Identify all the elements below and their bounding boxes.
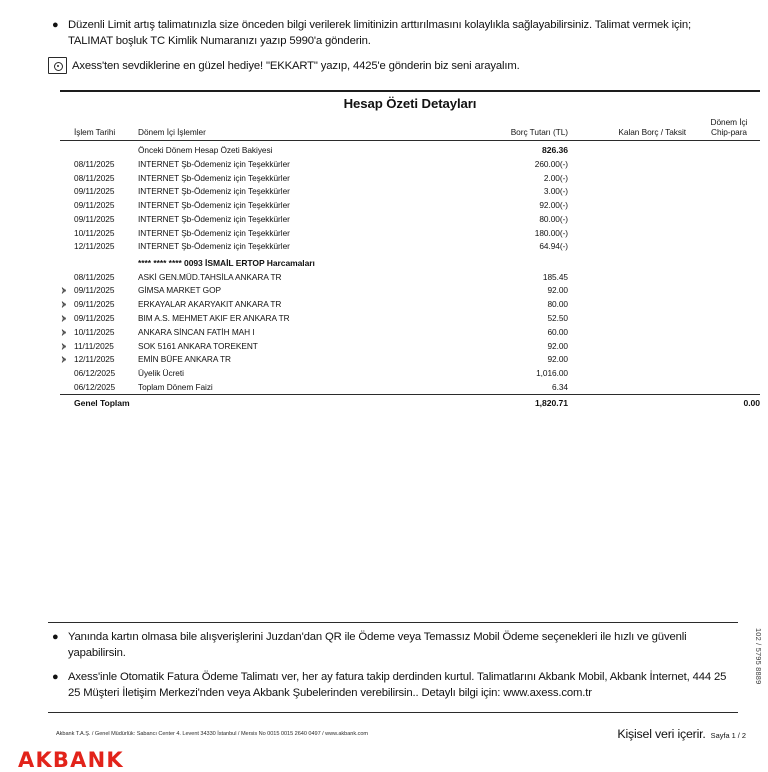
row-kalan (590, 157, 698, 171)
row-kalan (590, 367, 698, 381)
contactless-icon (60, 298, 72, 312)
row-kalan (590, 298, 698, 312)
table-row (60, 284, 760, 298)
bottom-promo-block (48, 630, 738, 710)
total-spacer (138, 395, 472, 411)
row-description: Üyelik Ücreti (138, 368, 184, 379)
total-chip: 0.00 (698, 395, 760, 411)
row-chip (698, 141, 760, 158)
header-icon-col (60, 118, 72, 141)
total-icon-cell (60, 395, 72, 411)
row-chip (698, 353, 760, 367)
row-amount: 52.50 (547, 312, 568, 323)
row-chip (698, 254, 760, 270)
table-body (60, 141, 760, 395)
row-kalan (590, 185, 698, 199)
table-row (60, 171, 760, 185)
row-chip (698, 157, 760, 171)
contactless-icon (60, 284, 72, 298)
row-amount: 92.00(-) (539, 200, 568, 211)
row-amount: 2.00(-) (543, 172, 568, 183)
row-chip (698, 270, 760, 284)
row-amount: 6.34 (552, 381, 568, 392)
top-promo-block (48, 18, 738, 74)
row-date: 08/11/2025 (74, 158, 115, 169)
row-amount: 92.00 (547, 354, 568, 365)
row-description: INTERNET Şb-Ödemeniz için Teşekkürler (138, 186, 290, 197)
row-amount: 92.00 (547, 285, 568, 296)
ekkart-promo-text: Axess'ten sevdiklerine en güzel hediye! "EKKART" yazıp, 4425'e gönderin biz seni arayalım. (72, 59, 520, 72)
row-date: 09/11/2025 (74, 186, 115, 197)
row-chip (698, 226, 760, 240)
row-chip (698, 284, 760, 298)
row-description: GİMSA MARKET GOP (138, 285, 221, 296)
row-description: INTERNET Şb-Ödemeniz için Teşekkürler (138, 213, 290, 224)
row-date (72, 141, 138, 158)
row-amount: 180.00(-) (534, 227, 568, 238)
row-chip (698, 240, 760, 254)
bullet-icon: ● (52, 631, 59, 643)
row-icon-empty (60, 240, 72, 254)
row-amount: 3.00(-) (543, 186, 568, 197)
row-icon-empty (60, 171, 72, 185)
divider-top (60, 90, 760, 92)
row-date: 06/12/2025 (74, 368, 116, 379)
row-chip (698, 381, 760, 395)
row-date: 10/11/2025 (74, 326, 115, 337)
header-chip-line2: Chip-para (711, 126, 747, 137)
transactions-table (60, 118, 760, 411)
row-description: INTERNET Şb-Ödemeniz için Teşekkürler (138, 227, 290, 238)
row-date: 06/12/2025 (74, 381, 116, 392)
table-row (60, 353, 760, 367)
promo-item (48, 18, 738, 49)
row-kalan (590, 254, 698, 270)
row-kalan (590, 226, 698, 240)
row-date: 10/11/2025 (74, 227, 115, 238)
row-amount: 826.36 (542, 145, 568, 155)
table-row (60, 185, 760, 199)
row-chip (698, 339, 760, 353)
row-description: ANKARA SİNCAN FATİH MAH I (138, 326, 255, 337)
row-date: 09/11/2025 (74, 213, 115, 224)
table-row (60, 367, 760, 381)
row-kalan (590, 381, 698, 395)
row-chip (698, 312, 760, 326)
promo-item (48, 670, 738, 701)
contactless-icon (60, 353, 72, 367)
row-description: ASKİ GEN.MÜD.TAHSİLA ANKARA TR (138, 271, 282, 282)
row-chip (698, 367, 760, 381)
divider-footer (48, 712, 738, 713)
row-description: Önceki Dönem Hesap Özeti Bakiyesi (138, 145, 273, 155)
row-icon-empty (60, 157, 72, 171)
ekkart-promo (48, 57, 738, 74)
promo-item (48, 630, 738, 661)
row-date: 09/11/2025 (74, 285, 115, 296)
row-date: 12/11/2025 (74, 241, 115, 252)
row-kalan (590, 325, 698, 339)
row-icon-empty (60, 270, 72, 284)
row-kalan (590, 312, 698, 326)
row-kalan (590, 339, 698, 353)
contactless-icon (60, 325, 72, 339)
table-row (60, 298, 760, 312)
header-chip (698, 118, 760, 141)
bullet-icon: ● (52, 671, 59, 683)
row-amount (472, 254, 590, 270)
row-date: 12/11/2025 (74, 354, 115, 365)
row-amount: 1,016.00 (536, 368, 568, 379)
promo-text: Yanında kartın olmasa bile alışverişlerini Juzdan'dan QR ile Ödeme veya Temassız Mobil Ödeme seçenekleri ile hızlı ve güvenli yapabilirsin. (68, 631, 687, 659)
row-chip (698, 213, 760, 227)
table-row (60, 213, 760, 227)
contactless-icon (60, 339, 72, 353)
row-description: EMİN BÜFE ANKARA TR (138, 354, 231, 365)
row-date (72, 254, 138, 270)
footer-right-block (617, 727, 746, 741)
row-date: 08/11/2025 (74, 172, 115, 183)
row-kalan (590, 284, 698, 298)
table-row (60, 325, 760, 339)
row-icon-empty (60, 141, 72, 158)
card-holder-header: **** **** **** 0093 İSMAİL ERTOP Harcamaları (138, 257, 315, 268)
row-chip (698, 298, 760, 312)
header-amount: Borç Tutarı (TL) (472, 118, 590, 141)
row-amount: 185.45 (542, 271, 568, 282)
row-description: SOK 5161 ANKARA TOREKENT (138, 340, 258, 351)
table-row (60, 270, 760, 284)
row-description: Toplam Dönem Faizi (138, 381, 213, 392)
bullet-icon: ● (52, 19, 59, 31)
header-chip-line1: Dönem İçi (710, 117, 748, 127)
row-icon-empty (60, 367, 72, 381)
row-description: BIM A.S. MEHMET AKIF ER ANKARA TR (138, 312, 290, 323)
table-row (60, 339, 760, 353)
personal-data-notice: Kişisel veri içerir. (617, 727, 706, 741)
table-row (60, 157, 760, 171)
header-date: İşlem Tarihi (72, 118, 138, 141)
row-kalan (590, 141, 698, 158)
table-row (60, 240, 760, 254)
table-row (60, 312, 760, 326)
table-row (60, 254, 760, 270)
row-date: 09/11/2025 (74, 200, 115, 211)
camera-box-icon (48, 57, 67, 74)
row-kalan (590, 270, 698, 284)
header-description: Dönem İçi İşlemler (138, 118, 472, 141)
row-description: ERKAYALAR AKARYAKIT ANKARA TR (138, 299, 282, 310)
divider-bottom (48, 622, 738, 623)
row-icon-empty (60, 226, 72, 240)
table-row (60, 226, 760, 240)
row-chip (698, 171, 760, 185)
row-kalan (590, 171, 698, 185)
row-amount: 260.00(-) (534, 158, 568, 169)
row-kalan (590, 199, 698, 213)
table-header-row (60, 118, 760, 141)
contactless-icon (60, 312, 72, 326)
row-chip (698, 185, 760, 199)
row-amount: 92.00 (547, 340, 568, 351)
row-date: 11/11/2025 (74, 340, 114, 351)
row-kalan (590, 353, 698, 367)
page-number: Sayfa 1 / 2 (710, 731, 746, 740)
row-chip (698, 325, 760, 339)
row-amount: 80.00 (547, 299, 568, 310)
promo-text: Axess'inle Otomatik Fatura Ödeme Talimatı ver, her ay fatura takip derdinden kurtul. Talimatlarını Akbank Mobil, Akbank İnternet, 444 25 25 Müşteri İletişim Merkezi'nden veya Akbank Şubelerinden verebilirsin.. Detaylı bilgi için: www.axess.com.tr (68, 671, 727, 699)
document-reference-code: 102 / 5795 8889 (754, 628, 763, 685)
row-description: INTERNET Şb-Ödemeniz için Teşekkürler (138, 200, 290, 211)
row-amount: 60.00 (547, 326, 568, 337)
row-kalan (590, 213, 698, 227)
row-chip (698, 199, 760, 213)
row-amount: 64.94(-) (539, 241, 568, 252)
row-icon-empty (60, 199, 72, 213)
table-row (60, 199, 760, 213)
total-amount: 1,820.71 (472, 395, 590, 411)
row-date: 09/11/2025 (74, 299, 115, 310)
table-row (60, 141, 760, 158)
total-kalan (590, 395, 698, 411)
row-amount: 80.00(-) (539, 213, 568, 224)
header-kalan: Kalan Borç / Taksit (590, 118, 698, 141)
footer-legal-text: Akbank T.A.Ş. / Genel Müdürlük: Sabancı Center 4. Levent 34330 İstanbul / Mersis No 0015 0015 2640 0497 / www.akbank.com (56, 731, 368, 737)
promo-text: Düzenli Limit artış talimatınızla size önceden bilgi verilerek limitinizin arttırılmasını kolaylıkla sağlayabilirsiniz. Talimat vermek için; TALIMAT boşluk TC Kimlik Numaranızı yazıp 5990'a gönderin. (68, 19, 691, 47)
row-icon-empty (60, 213, 72, 227)
row-kalan (590, 240, 698, 254)
row-icon-empty (60, 381, 72, 395)
row-description: INTERNET Şb-Ödemeniz için Teşekkürler (138, 158, 290, 169)
total-label: Genel Toplam (72, 395, 138, 411)
row-description: INTERNET Şb-Ödemeniz için Teşekkürler (138, 241, 290, 252)
row-date: 08/11/2025 (74, 271, 115, 282)
row-description: INTERNET Şb-Ödemeniz için Teşekkürler (138, 172, 290, 183)
row-icon-empty (60, 254, 72, 270)
akbank-logo: AKBANK (18, 748, 124, 772)
table-row (60, 381, 760, 395)
row-icon-empty (60, 185, 72, 199)
page-title: Hesap Özeti Detayları (343, 96, 477, 111)
row-date: 09/11/2025 (74, 312, 115, 323)
total-row (60, 395, 760, 411)
